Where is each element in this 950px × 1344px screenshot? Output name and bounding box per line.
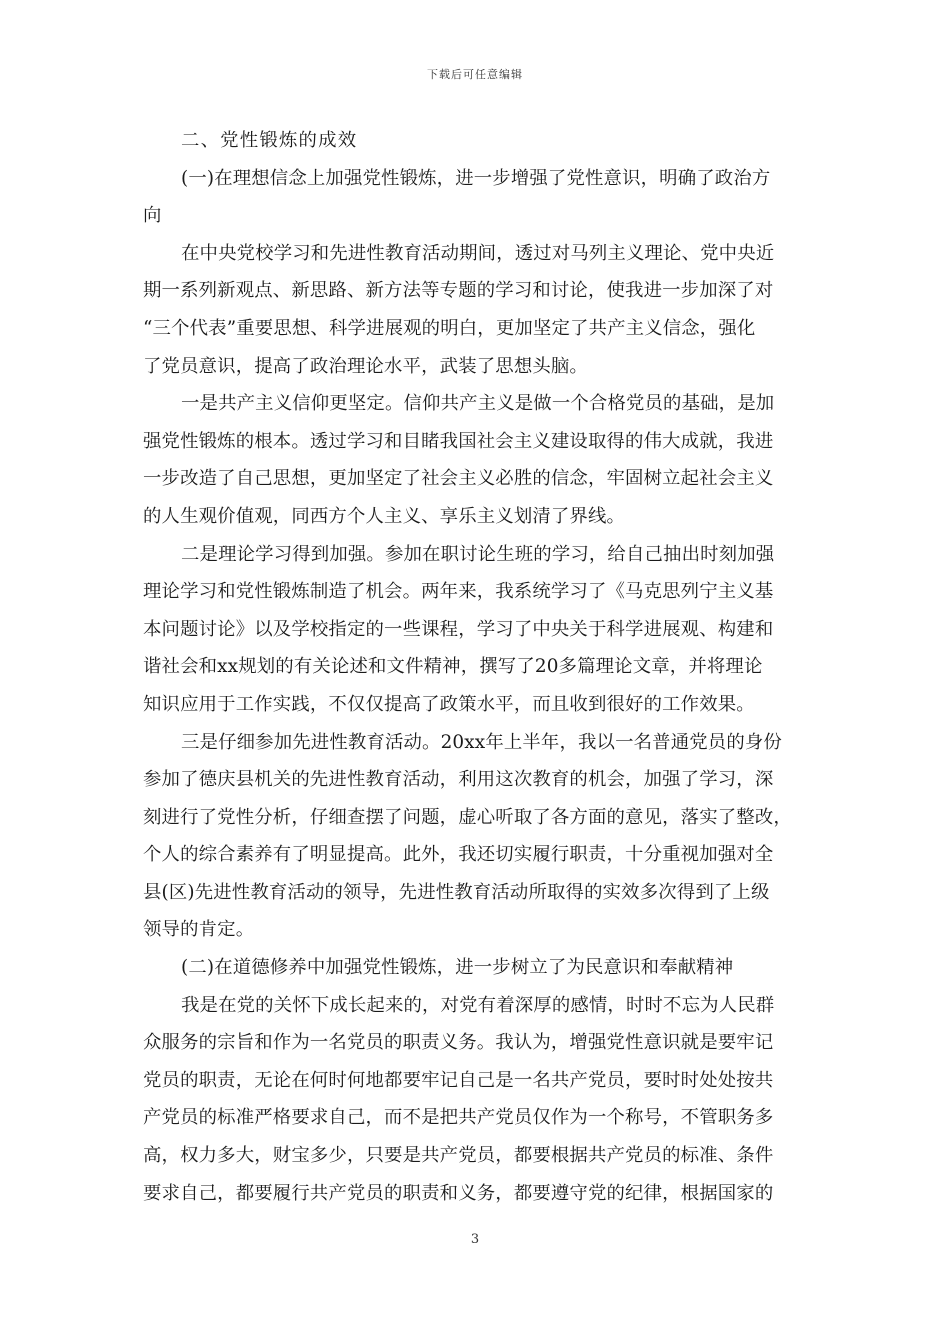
- paragraph-line: 我是在党的关怀下成长起来的，对党有着深厚的感情，时时不忘为人民群: [181, 994, 775, 1016]
- paragraph-line: 知识应用于工作实践，不仅仅提高了政策水平，而且收到很好的工作效果。: [143, 693, 755, 715]
- paragraph-line: 党员的职责，无论在何时何地都要牢记自己是一名共产党员，要时时处处按共: [143, 1069, 774, 1091]
- paragraph-line: 了党员意识，提高了政治理论水平，武装了思想头脑。: [143, 355, 588, 377]
- document-body: [143, 122, 809, 1212]
- paragraph-line: 领导的肯定。: [143, 919, 255, 941]
- paragraph-line: 要求自己，都要履行共产党员的职责和义务，都要遵守党的纪律，根据国家的: [143, 1182, 774, 1204]
- paragraph-line: 高，权力多大，财宝多少，只要是共产党员，都要根据共产党员的标准、条件: [143, 1145, 774, 1167]
- paragraph-line: “三个代表”重要思想、科学进展观的明白，更加坚定了共产主义信念，强化: [143, 317, 756, 339]
- subsection-heading-line: 向: [143, 205, 162, 227]
- paragraph-line: 县(区)先进性教育活动的领导，先进性教育活动所取得的实效多次得到了上级: [143, 881, 770, 903]
- paragraph-line: 谐社会和xx规划的有关论述和文件精神，撰写了20多篇理论文章，并将理论: [143, 656, 763, 678]
- paragraph-line: 一步改造了自己思想，更加坚定了社会主义必胜的信念，牢固树立起社会主义: [143, 468, 774, 490]
- paragraph-line: 产党员的标准严格要求自己，而不是把共产党员仅作为一个称号，不管职务多: [143, 1107, 774, 1129]
- paragraph-line: 期一系列新观点、新思路、新方法等专题的学习和讨论，使我进一步加深了对: [143, 280, 774, 302]
- paragraph-line: 理论学习和党性锻炼制造了机会。两年来，我系统学习了《马克思列宁主义基: [143, 581, 774, 603]
- paragraph-line: 三是仔细参加先进性教育活动。20xx年上半年，我以一名普通党员的身份: [181, 731, 782, 753]
- page-header: 下载后可任意编辑: [427, 68, 523, 81]
- paragraph-line: 众服务的宗旨和作为一名党员的职责义务。我认为，增强党性意识就是要牢记: [143, 1032, 774, 1054]
- paragraph-line: 一是共产主义信仰更坚定。信仰共产主义是做一个合格党员的基础，是加: [181, 393, 775, 415]
- paragraph-line: 个人的综合素养有了明显提高。此外，我还切实履行职责，十分重视加强对全: [143, 844, 774, 866]
- paragraph-line: 的人生观价值观，同西方个人主义、享乐主义划清了界线。: [143, 505, 626, 527]
- paragraph-line: 刻进行了党性分析，仔细查摆了问题，虚心听取了各方面的意见，落实了整改，: [143, 806, 792, 828]
- subsection-heading: (二)在道德修养中加强党性锻炼，进一步树立了为民意识和奉献精神: [181, 957, 734, 979]
- section-heading: 二、党性锻炼的成效: [181, 130, 358, 151]
- paragraph-line: 本问题讨论》以及学校指定的一些课程，学习了中央关于科学进展观、构建和: [143, 618, 774, 640]
- page-number: 3: [470, 1232, 480, 1247]
- paragraph-line: 强党性锻炼的根本。透过学习和目睹我国社会主义建设取得的伟大成就，我进: [143, 430, 774, 452]
- paragraph-line: 二是理论学习得到加强。参加在职讨论生班的学习，给自己抽出时刻加强: [181, 543, 775, 565]
- paragraph-line: 参加了德庆县机关的先进性教育活动，利用这次教育的机会，加强了学习，深: [143, 769, 774, 791]
- subsection-heading-line: (一)在理想信念上加强党性锻炼，进一步增强了党性意识，明确了政治方: [181, 167, 771, 189]
- paragraph-line: 在中央党校学习和先进性教育活动期间，透过对马列主义理论、党中央近: [181, 242, 775, 264]
